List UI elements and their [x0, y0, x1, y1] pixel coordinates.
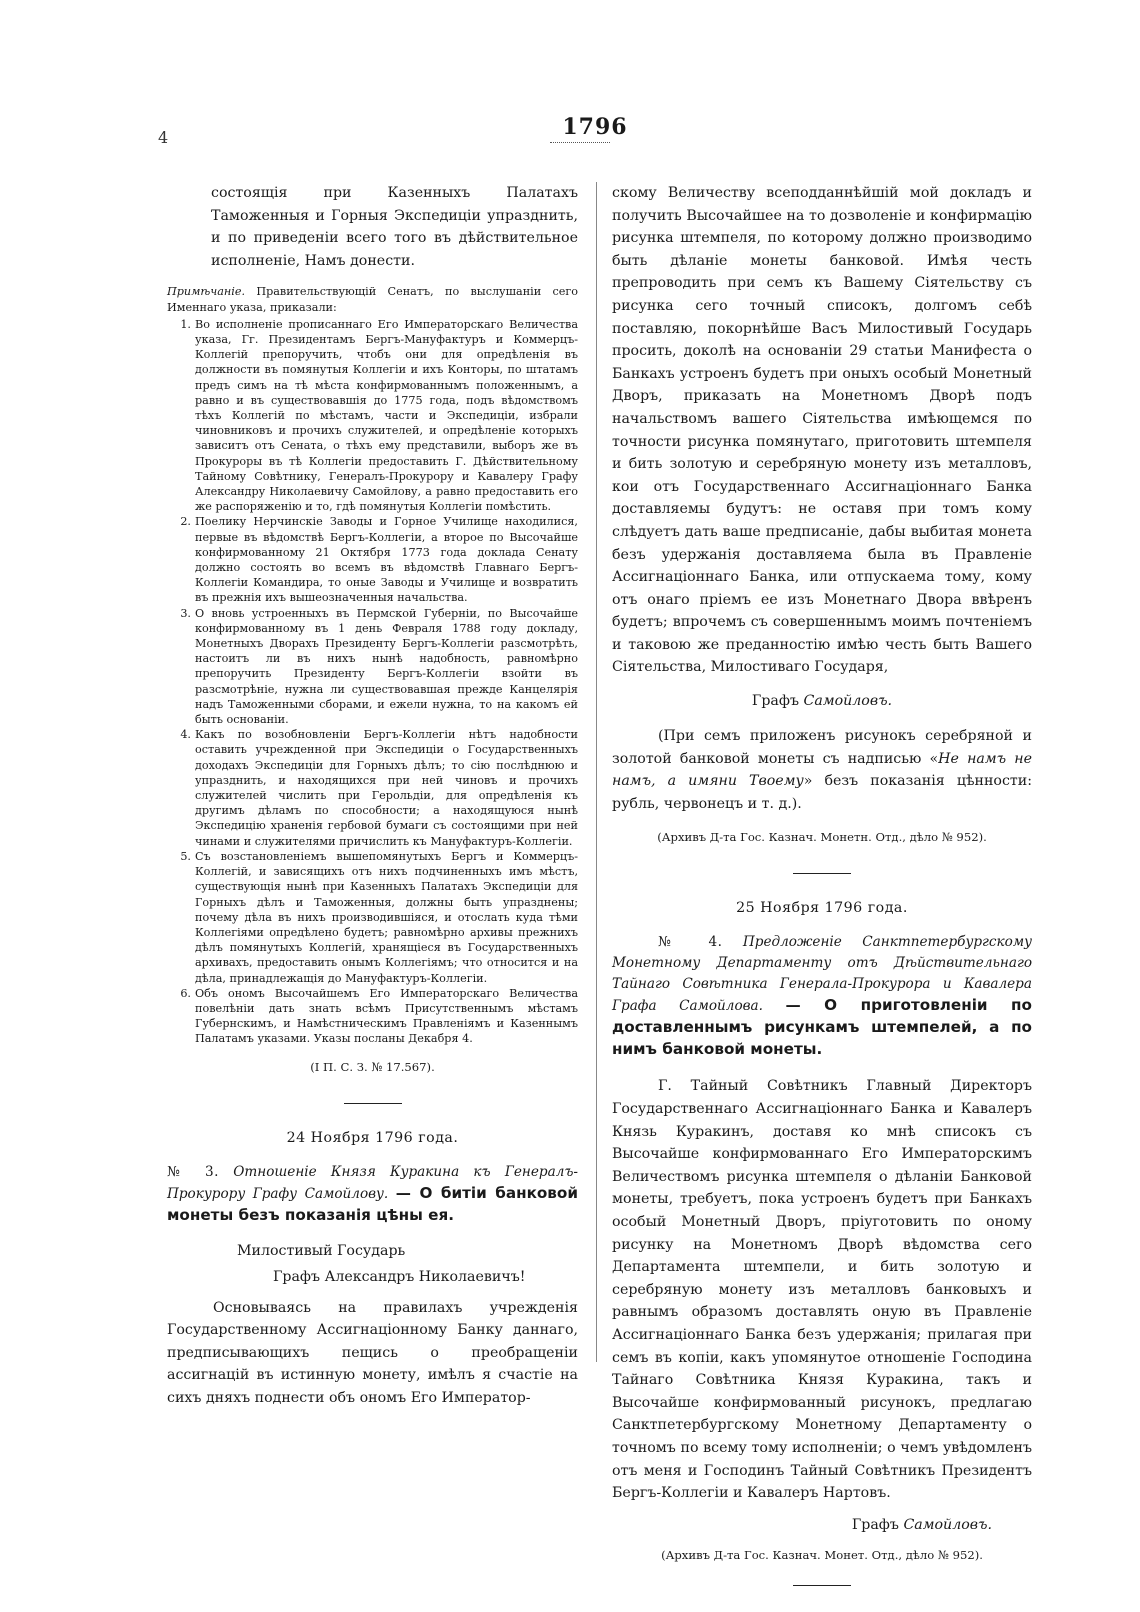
doc-3-signature-prefix: Графъ	[751, 693, 799, 710]
enclosure-text-1: (При семъ приложенъ рисунокъ серебряной и золотой банковой монеты съ надписью «	[612, 728, 1032, 767]
section-rule	[793, 1585, 851, 1586]
page-number-rule	[550, 142, 610, 143]
note-item-number: 1.	[180, 317, 191, 331]
section-rule	[344, 1103, 402, 1104]
intro-paragraph: состоящія при Казенныхъ Палатахъ Таможенныя и Горныя Экспедиціи упразднить, и по приведеніи всего того въ дѣйствительное исполненіе, Намъ донести.	[211, 185, 578, 269]
salutation-line-1: Милостивый Государь	[237, 1242, 406, 1259]
doc-3-number: № 3.	[167, 1163, 219, 1180]
right-column	[612, 182, 1032, 1612]
doc-4-signature-name: Самойловъ.	[903, 1516, 992, 1533]
note-item-number: 6.	[180, 986, 191, 1000]
doc-4-body: Г. Тайный Совѣтникъ Главный Директоръ Государственнаго Ассигнаціоннаго Банка и Кавалеръ Князь Куракинъ, доставя ко мнѣ списокъ съ Высочайше конфирмованнаго Его Императорскимъ Величествомъ рисунка штемпеля о дѣланіи Банковой монеты, требуетъ, пока устроенъ будетъ при Банкахъ особый Монетный Дворъ, пріуготовить по оному рисунку на Монетномъ Дворѣ вѣдомства сего Департамента штемпели, и бить золотую и серебряную монету изъ металловъ банковыхъ и равнымъ образомъ доставлять оную въ Правленіе Ассигнаціоннаго Банка безъ удержанія; прилагая при семъ въ копіи, какъ упомянутое отношеніе Господина Тайнаго Совѣтника Князя Куракина, такъ и Высочайше конфирмованный рисунокъ, предлагаю Санктпетербургскому Монетному Департаменту о точномъ по всему тому исполненіи; о чемъ увѣдомленъ отъ меня и Господинъ Тайный Совѣтникъ Президентъ Бергъ-Коллегіи и Кавалеръ Нартовъ.	[612, 1078, 1032, 1502]
note-item-number: 4.	[180, 728, 191, 742]
left-column	[167, 182, 578, 1410]
note-item	[180, 727, 578, 849]
note-item	[180, 606, 578, 728]
doc-3-date: 24 Ноября 1796 года.	[286, 1129, 459, 1146]
note-intro	[167, 284, 578, 314]
note-item	[180, 849, 578, 986]
doc-3-header	[167, 1162, 578, 1227]
doc-4-subject: — О приготовленіи по доставленнымъ рисункамъ штемпелей, а по нимъ банковой монеты.	[612, 996, 1032, 1059]
doc-4-header	[612, 932, 1032, 1061]
doc-3-title: Отношеніе Князя Куракина къ Генералъ-Прокурору Графу Самойлову.	[167, 1163, 579, 1202]
column-divider	[596, 182, 597, 1362]
note-item-text: О вновь устроенныхъ въ Пермской Губерніи, по Высочайше конфирмованному въ 1 день Февраля 1788 году докладу, Монетныхъ Дворахъ Президенту Бергъ-Коллегіи разсмотрѣть, настоитъ ли въ нихъ нынѣ надобность, равномѣрно препоручить Президенту Бергъ-Коллегіи взойти въ разсмотрѣніе, нужна ли существовавшая прежде Канцелярія надъ Таможенными сборами, и ежели нужна, то на какомъ ей быть основаніи.	[195, 606, 578, 727]
note-item-text: Съ возстановленіемъ вышепомянутыхъ Бергъ и Коммерцъ-Коллегій, и зависящихъ отъ нихъ подчиненныхъ имъ мѣстъ, существующія нынѣ при Казенныхъ Палатахъ Экспедиціи для Горныхъ дѣлъ и Таможенныя, должны быть упразднены; почему дѣла въ нихъ производившіяся, и отослать куда тѣми Коллегіями опредѣлено будетъ; равномѣрно архивы прежнихъ дѣлъ помянутыхъ Коллегій, хранящіеся въ Государственныхъ архивахъ, предоставить онымъ Коллегіямъ; что относится и на дѣла, принадлежащія до Мануфактуръ-Коллегіи.	[195, 849, 578, 985]
note-citation: (I П. С. З. № 17.567).	[310, 1059, 435, 1074]
note-item-text: Объ ономъ Высочайшемъ Его Императорскаго Величества повелѣніи дать знать всѣмъ Присутственнымъ мѣстамъ Губернскимъ, и Намѣстническимъ Правленіямъ и Казеннымъ Палатамъ указами. Указы посланы Декабря 4.	[195, 986, 578, 1046]
doc-4-signature	[612, 1517, 1032, 1533]
section-rule	[793, 873, 851, 874]
doc-3-body: Основываясь на правилахъ учрежденія Государственному Ассигнаціонному Банку даннаго, предписывающихъ пещись о преобращеніи ассигнацій въ истинную монету, имѣлъ я счастіе на сихъ дняхъ поднести объ ономъ Его Император-	[167, 1299, 578, 1406]
enclosure-text-2: » безъ показанія цѣнности: рубль, червонецъ и т. д.).	[612, 773, 1032, 812]
note-item-text: Во исполненіе прописаннаго Его Императорскаго Величества указа, Гг. Президентамъ Бергъ-Мануфактуръ и Коммерцъ-Коллегій препоручить, чтобъ они для опредѣленія въ должности въ помянутыя Коллегіи и ихъ Конторы, по штатамъ предъ симъ на тѣ мѣста конфирмованнымъ положеннымъ, а равно и въ существовавшія до 1775 года, подъ вѣдомствомъ тѣхъ Коллегій по мѣстамъ, части и Экспедиціи, избрали чиновниковъ и прочихъ служителей, и опредѣленіе которыхъ зависитъ отъ Сената, о тѣхъ ему представили, выборъ же въ Прокуроры въ тѣ Коллегіи предоставить Г. Дѣйствительному Тайному Совѣтнику, Генералъ-Прокурору и Кавалеру Графу Александру Николаевичу Самойлову, а равно предоставить его же распоряженію и то, гдѣ помянутыя Коллегіи помѣстить.	[195, 317, 578, 514]
doc-4-signature-prefix: Графъ	[851, 1516, 899, 1533]
enclosure-inscription: Не намъ не намъ, а имяни Твоему	[612, 750, 1032, 790]
salutation-line-2: Графъ Александръ Николаевичъ!	[273, 1268, 526, 1285]
doc-3-subject: — О битіи банковой монеты безъ показанія цѣны ея.	[167, 1183, 578, 1224]
note-item	[180, 986, 578, 1047]
doc-3-citation: (Архивъ Д-та Гос. Казнач. Монетн. Отд., дѣло № 952).	[657, 830, 987, 845]
doc-4-citation: (Архивъ Д-та Гос. Казнач. Монет. Отд., дѣло № 952).	[661, 1547, 983, 1562]
note-item-text: Поелику Нерчинскіе Заводы и Горное Училище находилися, первые въ вѣдомствѣ Бергъ-Коллегіи, а второе по Высочайше конфирмованному 21 Октября 1773 года доклада Сенату должно состоять во всемъ въ вѣдомствѣ Главнаго Бергъ-Коллегіи Командира, то оные Заводы и Училище и возвратить въ прежнія ихъ вышеозначенныя начальства.	[195, 515, 578, 605]
doc-4-number: № 4.	[658, 934, 723, 951]
doc-3-signature	[612, 693, 1032, 709]
note-item	[180, 317, 578, 515]
doc-3-continuation: скому Величеству всеподданнѣйшій мой докладъ и получить Высочайшее на то дозволеніе и конфирмацію рисунка штемпеля, по которому должно производимо быть дѣланіе монеты банковой. Имѣя честь препроводить при семъ къ Вашему Сіятельству съ рисунка сего точный списокъ, долгомъ себѣ поставляю, покорнѣйше Васъ Милостивый Государь просить, доколѣ на основаніи 29 статьи Манифеста о Банкахъ устроенъ будетъ при оныхъ особый Монетный Дворъ, приказать на Монетномъ Дворѣ подъ начальствомъ вашего Сіятельства имѣющемся по точности рисунка помянутаго, приготовить штемпеля и бить золотую и серебряную монету изъ металловъ, кои отъ Государственнаго Ассигнаціоннаго Банка доставляемы будутъ: не оставя при томъ кому слѣдуетъ дать ваше предписаніе, дабы выбитая монета безъ удержанія доставляема была въ Правленіе Ассигнаціоннаго Банка, или отпускаема тому, кому отъ онаго пріемъ ее изъ Монетнаго Двора ввѣренъ будетъ; впрочемъ съ совершеннымъ моимъ почтеніемъ и таковою же преданностію имѣю честь быть Вашего Сіятельства, Милостиваго Государя,	[612, 185, 1032, 676]
doc-3-signature-name: Самойловъ.	[803, 693, 893, 710]
doc-4-date: 25 Ноября 1796 года.	[736, 900, 908, 917]
note-item	[180, 514, 578, 605]
page-number: 1796	[562, 114, 628, 140]
note-item-number: 3.	[180, 606, 191, 620]
note-item-text: Какъ по возобновленіи Бергъ-Коллегіи нѣтъ надобности оставить учрежденной при Экспедиціи о Государственныхъ доходахъ Экспедиціи для Горныхъ дѣлъ; то сію послѣднюю и упразднить, и находящихся при ней чиновъ и прочихъ служителей числить при Герольдіи, для опредѣленія къ другимъ дѣламъ по способности; а находящуюся нынѣ Экспедицію храненія гербовой бумаги съ состоящими при ней чинами и служителями причислить къ Мануфактуръ-Коллегіи.	[195, 728, 578, 848]
note-item-number: 5.	[180, 849, 191, 863]
note-label: Примѣчаніе.	[167, 285, 246, 299]
note-list	[167, 317, 578, 1047]
doc-4-title: Предложеніе Санктпетербургскому Монетному Департаменту отъ Дѣйствительнаго Тайнаго Совѣтника Генерала-Прокурора и Кавалера Графа Самойлова.	[612, 934, 1032, 1015]
page-marker: 4	[158, 128, 169, 147]
note-intro-text: Правительствующій Сенатъ, по выслушаніи сего Именнаго указа, приказали:	[167, 285, 578, 314]
note-item-number: 2.	[180, 515, 191, 529]
enclosure-note	[612, 725, 1032, 815]
